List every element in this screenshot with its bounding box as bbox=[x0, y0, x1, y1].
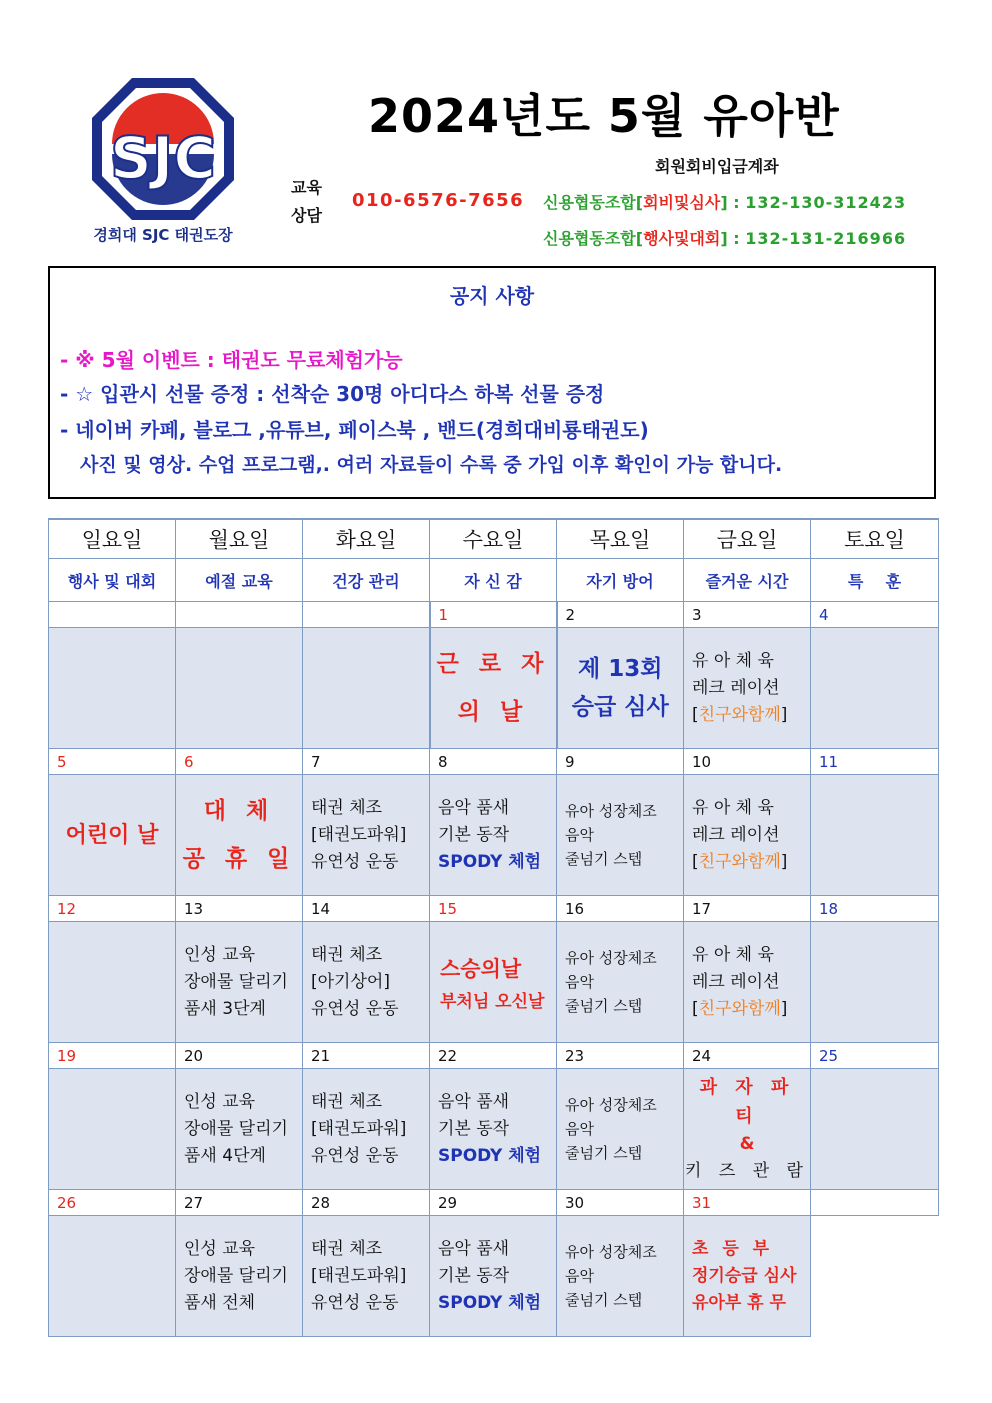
bank-account-dues bbox=[543, 190, 906, 213]
bank-accounts-title: 회원회비입금계좌 bbox=[655, 157, 779, 176]
cell-line: 유아 성장체조 bbox=[565, 949, 657, 967]
bank-account-events bbox=[543, 226, 906, 249]
week5-dates bbox=[49, 1190, 939, 1216]
theme-tue-label: 건강 관리 bbox=[330, 569, 401, 592]
cell-line: 음악 bbox=[565, 1120, 594, 1138]
notice-line-info: 사진 및 영상. 수업 프로그램,. 여러 자료들이 수록 중 가입 이후 확인이 가능 합니다. bbox=[80, 454, 783, 476]
date-cell: 18 bbox=[811, 896, 939, 922]
cell-line: 태권 체조 bbox=[311, 1238, 383, 1259]
cell-line: 음악 품새 bbox=[438, 1238, 510, 1259]
date-cell: 5 bbox=[49, 749, 176, 775]
spody-experience: SPODY 체험 bbox=[438, 1145, 542, 1166]
labor-day bbox=[431, 640, 556, 736]
notice-line-sns: - 네이버 카페, 블로그 ,유튜브, 페이스북 , 밴드(경희대비룡태권도) bbox=[60, 418, 649, 442]
date-cell: 25 bbox=[811, 1043, 939, 1069]
calendar-cell bbox=[303, 1216, 430, 1337]
date-cell: 19 bbox=[49, 1043, 176, 1069]
cell-line: 유아 성장체조 bbox=[565, 1096, 657, 1114]
notice-title: 공지 사항 bbox=[449, 284, 535, 308]
cell-lines bbox=[430, 1236, 556, 1317]
calendar-cell bbox=[557, 1216, 684, 1337]
date-cell: 27 bbox=[176, 1190, 303, 1216]
promotion-test-line2: 승급 심사 bbox=[571, 694, 669, 720]
notice-line-gift: - ☆ 입관시 선물 증정 : 선착순 30명 아디다스 하복 선물 증정 bbox=[60, 382, 605, 406]
cell-line: 레크 레이션 bbox=[692, 677, 780, 698]
with-friends: 친구와함께 bbox=[698, 704, 781, 725]
cell-line: 품새 전체 bbox=[184, 1292, 256, 1313]
date-cell: 6 bbox=[176, 749, 303, 775]
snack-party bbox=[684, 1073, 810, 1185]
date-cell: 2 bbox=[557, 602, 684, 628]
cell-line: 유 아 체 육 bbox=[692, 944, 774, 965]
calendar-cell bbox=[430, 628, 557, 749]
cell-line: 레크 레이션 bbox=[692, 971, 780, 992]
theme-sun-label: 행사 및 대회 bbox=[66, 569, 158, 592]
logo-ring-text: 경희대 SJC 태권도장 bbox=[93, 226, 233, 244]
theme-mon bbox=[176, 559, 303, 602]
date-cell: 3 bbox=[684, 602, 811, 628]
date-cell: 26 bbox=[49, 1190, 176, 1216]
theme-fri-label: 즐거운 시간 bbox=[704, 569, 791, 592]
date-cell: 14 bbox=[303, 896, 430, 922]
bank2-number: 132-131-216966 bbox=[745, 229, 907, 248]
childrens-day: 어린이 날 bbox=[65, 822, 159, 848]
calendar-theme-header bbox=[49, 559, 939, 602]
theme-mon-label: 예절 교육 bbox=[203, 569, 274, 592]
date-cell: 12 bbox=[49, 896, 176, 922]
date-cell: 1 bbox=[430, 602, 557, 628]
cell-line: 태권 체조 bbox=[311, 797, 383, 818]
date-cell: 17 bbox=[684, 896, 811, 922]
calendar-cell bbox=[49, 775, 176, 896]
sjc-logo bbox=[88, 74, 238, 244]
calendar-cell bbox=[430, 1069, 557, 1190]
cell-line: [아기상어] bbox=[311, 971, 390, 992]
day-sat: 토요일 bbox=[811, 519, 939, 559]
cell-line: 장애물 달리기 bbox=[184, 971, 288, 992]
cell-lines bbox=[684, 942, 810, 1023]
bank1-number: 132-130-312423 bbox=[745, 193, 907, 212]
cell-line: 유아 성장체조 bbox=[565, 802, 657, 820]
bracket: ] bbox=[780, 704, 788, 725]
bracket: [ bbox=[692, 704, 699, 725]
promotion-test-line1: 제 13회 bbox=[578, 656, 663, 682]
cell-lines bbox=[430, 795, 556, 876]
cell-lines bbox=[557, 946, 683, 1018]
contact-label-line1: 교육 bbox=[291, 178, 322, 197]
week3-dates bbox=[49, 896, 939, 922]
cell-line: 음악 품새 bbox=[438, 797, 510, 818]
date-cell bbox=[811, 1190, 939, 1216]
date-cell: 20 bbox=[176, 1043, 303, 1069]
calendar-day-header bbox=[49, 519, 939, 559]
date-cell: 11 bbox=[811, 749, 939, 775]
day-mon: 월요일 bbox=[176, 519, 303, 559]
theme-sat-label: 특 훈 bbox=[846, 569, 903, 592]
calendar-cell bbox=[430, 775, 557, 896]
cell-lines bbox=[176, 1236, 302, 1317]
date-cell: 31 bbox=[684, 1190, 811, 1216]
cell-lines bbox=[303, 942, 429, 1023]
date-cell: 24 bbox=[684, 1043, 811, 1069]
cell-line: 유연성 운동 bbox=[311, 1145, 399, 1166]
calendar-cell bbox=[684, 1069, 811, 1190]
cell-line: 유아 성장체조 bbox=[565, 1243, 657, 1261]
day-tue: 화요일 bbox=[303, 519, 430, 559]
cell-line: 줄넘기 스텝 bbox=[565, 997, 643, 1015]
cell-line: 품새 3단계 bbox=[184, 998, 266, 1019]
calendar-cell bbox=[557, 628, 684, 749]
cell-line: 줄넘기 스텝 bbox=[565, 1291, 643, 1309]
kids-pe bbox=[684, 648, 810, 729]
cell-line: 줄넘기 스텝 bbox=[565, 1144, 643, 1162]
cell-line: 인성 교육 bbox=[184, 1238, 256, 1259]
cell-line: 기본 동작 bbox=[438, 824, 510, 845]
calendar-cell bbox=[811, 922, 939, 1043]
date-cell: 23 bbox=[557, 1043, 684, 1069]
cell-lines bbox=[303, 1089, 429, 1170]
snack-party-amp: & bbox=[739, 1134, 755, 1154]
week1-content bbox=[49, 628, 939, 749]
cell-line: 태권 체조 bbox=[311, 944, 383, 965]
theme-tue bbox=[303, 559, 430, 602]
snack-party-line1: 과 자 파 티 bbox=[699, 1077, 795, 1127]
calendar-cell bbox=[176, 922, 303, 1043]
date-cell: 16 bbox=[557, 896, 684, 922]
calendar-cell bbox=[49, 1216, 176, 1337]
calendar-cell bbox=[684, 1216, 811, 1337]
cell-lines bbox=[176, 942, 302, 1023]
week2-dates bbox=[49, 749, 939, 775]
cell-line: 태권 체조 bbox=[311, 1091, 383, 1112]
contact-label-line2: 상담 bbox=[291, 206, 322, 225]
contact-phone[interactable]: 010-6576-7656 bbox=[352, 190, 525, 211]
date-cell: 22 bbox=[430, 1043, 557, 1069]
date-cell bbox=[176, 602, 303, 628]
date-cell bbox=[303, 602, 430, 628]
date-cell: 21 bbox=[303, 1043, 430, 1069]
cell-line: 유연성 운동 bbox=[311, 1292, 399, 1313]
calendar-cell bbox=[176, 628, 303, 749]
theme-thu bbox=[557, 559, 684, 602]
bracket: [ bbox=[692, 851, 699, 872]
cell-lines bbox=[684, 795, 810, 876]
calendar-cell bbox=[49, 628, 176, 749]
calendar-cell bbox=[811, 628, 939, 749]
date-cell: 28 bbox=[303, 1190, 430, 1216]
cell-line: 음악 품새 bbox=[438, 1091, 510, 1112]
theme-wed bbox=[430, 559, 557, 602]
cell-lines bbox=[557, 799, 683, 871]
date-cell: 4 bbox=[811, 602, 939, 628]
week4-content bbox=[49, 1069, 939, 1190]
kids-day-off: 유아부 휴 무 bbox=[692, 1292, 786, 1313]
date-cell: 15 bbox=[430, 896, 557, 922]
calendar-cell bbox=[811, 1216, 939, 1337]
calendar-cell bbox=[557, 1069, 684, 1190]
notice-line-event: - ※ 5월 이벤트 : 태권도 무료체험가능 bbox=[60, 348, 403, 372]
cell-lines bbox=[176, 1089, 302, 1170]
calendar-table bbox=[48, 518, 939, 1337]
calendar-cell bbox=[684, 922, 811, 1043]
calendar-cell bbox=[176, 1216, 303, 1337]
calendar-cell bbox=[557, 922, 684, 1043]
with-friends: 친구와함께 bbox=[698, 998, 781, 1019]
bank2-tag: 행사및대회 bbox=[643, 229, 721, 248]
bank1-tag: 회비및심사 bbox=[643, 193, 721, 212]
calendar-cell bbox=[430, 922, 557, 1043]
cell-line: [태권도파워] bbox=[311, 824, 407, 845]
calendar-cell bbox=[49, 922, 176, 1043]
cell-line: 음악 bbox=[565, 826, 594, 844]
calendar-cell bbox=[430, 1216, 557, 1337]
bracket: ] bbox=[780, 851, 788, 872]
cell-line: 인성 교육 bbox=[184, 1091, 256, 1112]
bank2-prefix: 신용협동조합[ bbox=[543, 229, 644, 248]
day-wed: 수요일 bbox=[430, 519, 557, 559]
bracket: ] bbox=[780, 998, 788, 1019]
calendar-cell bbox=[811, 1069, 939, 1190]
cell-line bbox=[692, 996, 810, 1023]
cell-line: [태권도파워] bbox=[311, 1265, 407, 1286]
cell-line: 유 아 체 육 bbox=[692, 797, 774, 818]
cell-line: 음악 bbox=[565, 1267, 594, 1285]
cell-line: 유 아 체 육 bbox=[692, 650, 774, 671]
theme-thu-label: 자기 방어 bbox=[584, 569, 655, 592]
contact-label bbox=[291, 174, 322, 230]
calendar-cell bbox=[303, 922, 430, 1043]
promotion-test bbox=[558, 650, 684, 726]
week4-dates bbox=[49, 1043, 939, 1069]
date-cell: 30 bbox=[557, 1190, 684, 1216]
cell-lines bbox=[430, 949, 556, 1016]
kids-viewing: 키 즈 관 람 bbox=[685, 1161, 809, 1181]
cell-line: 기본 동작 bbox=[438, 1265, 510, 1286]
cell-line: [태권도파워] bbox=[311, 1118, 407, 1139]
calendar-cell bbox=[303, 1069, 430, 1190]
labor-day-line1: 근 로 자 bbox=[436, 651, 550, 677]
with-friends: 친구와함께 bbox=[698, 851, 781, 872]
theme-sat bbox=[811, 559, 939, 602]
spody-experience: SPODY 체험 bbox=[438, 851, 542, 872]
logo-letters: SJC bbox=[110, 124, 216, 192]
date-cell: 8 bbox=[430, 749, 557, 775]
cell-line bbox=[692, 702, 810, 729]
calendar-cell bbox=[811, 775, 939, 896]
cell-line: 정기승급 심사 bbox=[692, 1265, 797, 1286]
spody-experience: SPODY 체험 bbox=[438, 1292, 542, 1313]
cell-line: 줄넘기 스텝 bbox=[565, 850, 643, 868]
cell-lines bbox=[303, 1236, 429, 1317]
cell-lines bbox=[557, 1240, 683, 1312]
substitute-holiday-line1: 대 체 bbox=[203, 798, 275, 824]
week3-content bbox=[49, 922, 939, 1043]
date-cell: 10 bbox=[684, 749, 811, 775]
cell-lines bbox=[303, 795, 429, 876]
teachers-day: 스승의날 bbox=[440, 956, 522, 981]
theme-fri bbox=[684, 559, 811, 602]
bank1-suffix: ] : bbox=[720, 193, 746, 212]
page-title: 2024년도 5월 유아반 bbox=[368, 89, 840, 143]
cell-lines bbox=[430, 1089, 556, 1170]
calendar-cell bbox=[49, 1069, 176, 1190]
date-cell: 7 bbox=[303, 749, 430, 775]
week5-content bbox=[49, 1216, 939, 1337]
bank2-suffix: ] : bbox=[720, 229, 746, 248]
elementary-test bbox=[684, 1236, 810, 1317]
substitute-holiday-line2: 공 휴 일 bbox=[182, 846, 296, 872]
date-cell: 13 bbox=[176, 896, 303, 922]
calendar-cell bbox=[176, 775, 303, 896]
date-cell bbox=[49, 602, 176, 628]
week1-dates bbox=[49, 602, 939, 628]
day-sun: 일요일 bbox=[49, 519, 176, 559]
cell-line: 유연성 운동 bbox=[311, 998, 399, 1019]
calendar-cell bbox=[684, 628, 811, 749]
cell-line: 품새 4단계 bbox=[184, 1145, 266, 1166]
theme-sun bbox=[49, 559, 176, 602]
day-fri: 금요일 bbox=[684, 519, 811, 559]
cell-line: 음악 bbox=[565, 973, 594, 991]
cell-line: 장애물 달리기 bbox=[184, 1118, 288, 1139]
cell-line: 인성 교육 bbox=[184, 944, 256, 965]
notice-box bbox=[48, 266, 936, 499]
date-cell: 9 bbox=[557, 749, 684, 775]
bracket: [ bbox=[692, 998, 699, 1019]
calendar-cell bbox=[303, 628, 430, 749]
calendar-cell bbox=[176, 1069, 303, 1190]
cell-line: 기본 동작 bbox=[438, 1118, 510, 1139]
cell-line: 레크 레이션 bbox=[692, 824, 780, 845]
substitute-holiday bbox=[176, 787, 302, 883]
labor-day-line2: 의 날 bbox=[457, 699, 529, 725]
theme-wed-label: 자 신 감 bbox=[462, 569, 524, 592]
cell-lines bbox=[557, 1093, 683, 1165]
week2-content bbox=[49, 775, 939, 896]
buddhas-birthday: 부처님 오신날 bbox=[440, 991, 545, 1012]
day-thu: 목요일 bbox=[557, 519, 684, 559]
date-cell: 29 bbox=[430, 1190, 557, 1216]
calendar-cell bbox=[557, 775, 684, 896]
cell-line: 장애물 달리기 bbox=[184, 1265, 288, 1286]
cell-line bbox=[692, 849, 810, 876]
cell-line: 초 등 부 bbox=[692, 1238, 774, 1259]
cell-line: 유연성 운동 bbox=[311, 851, 399, 872]
bank1-prefix: 신용협동조합[ bbox=[543, 193, 644, 212]
calendar-cell bbox=[303, 775, 430, 896]
calendar-cell bbox=[684, 775, 811, 896]
